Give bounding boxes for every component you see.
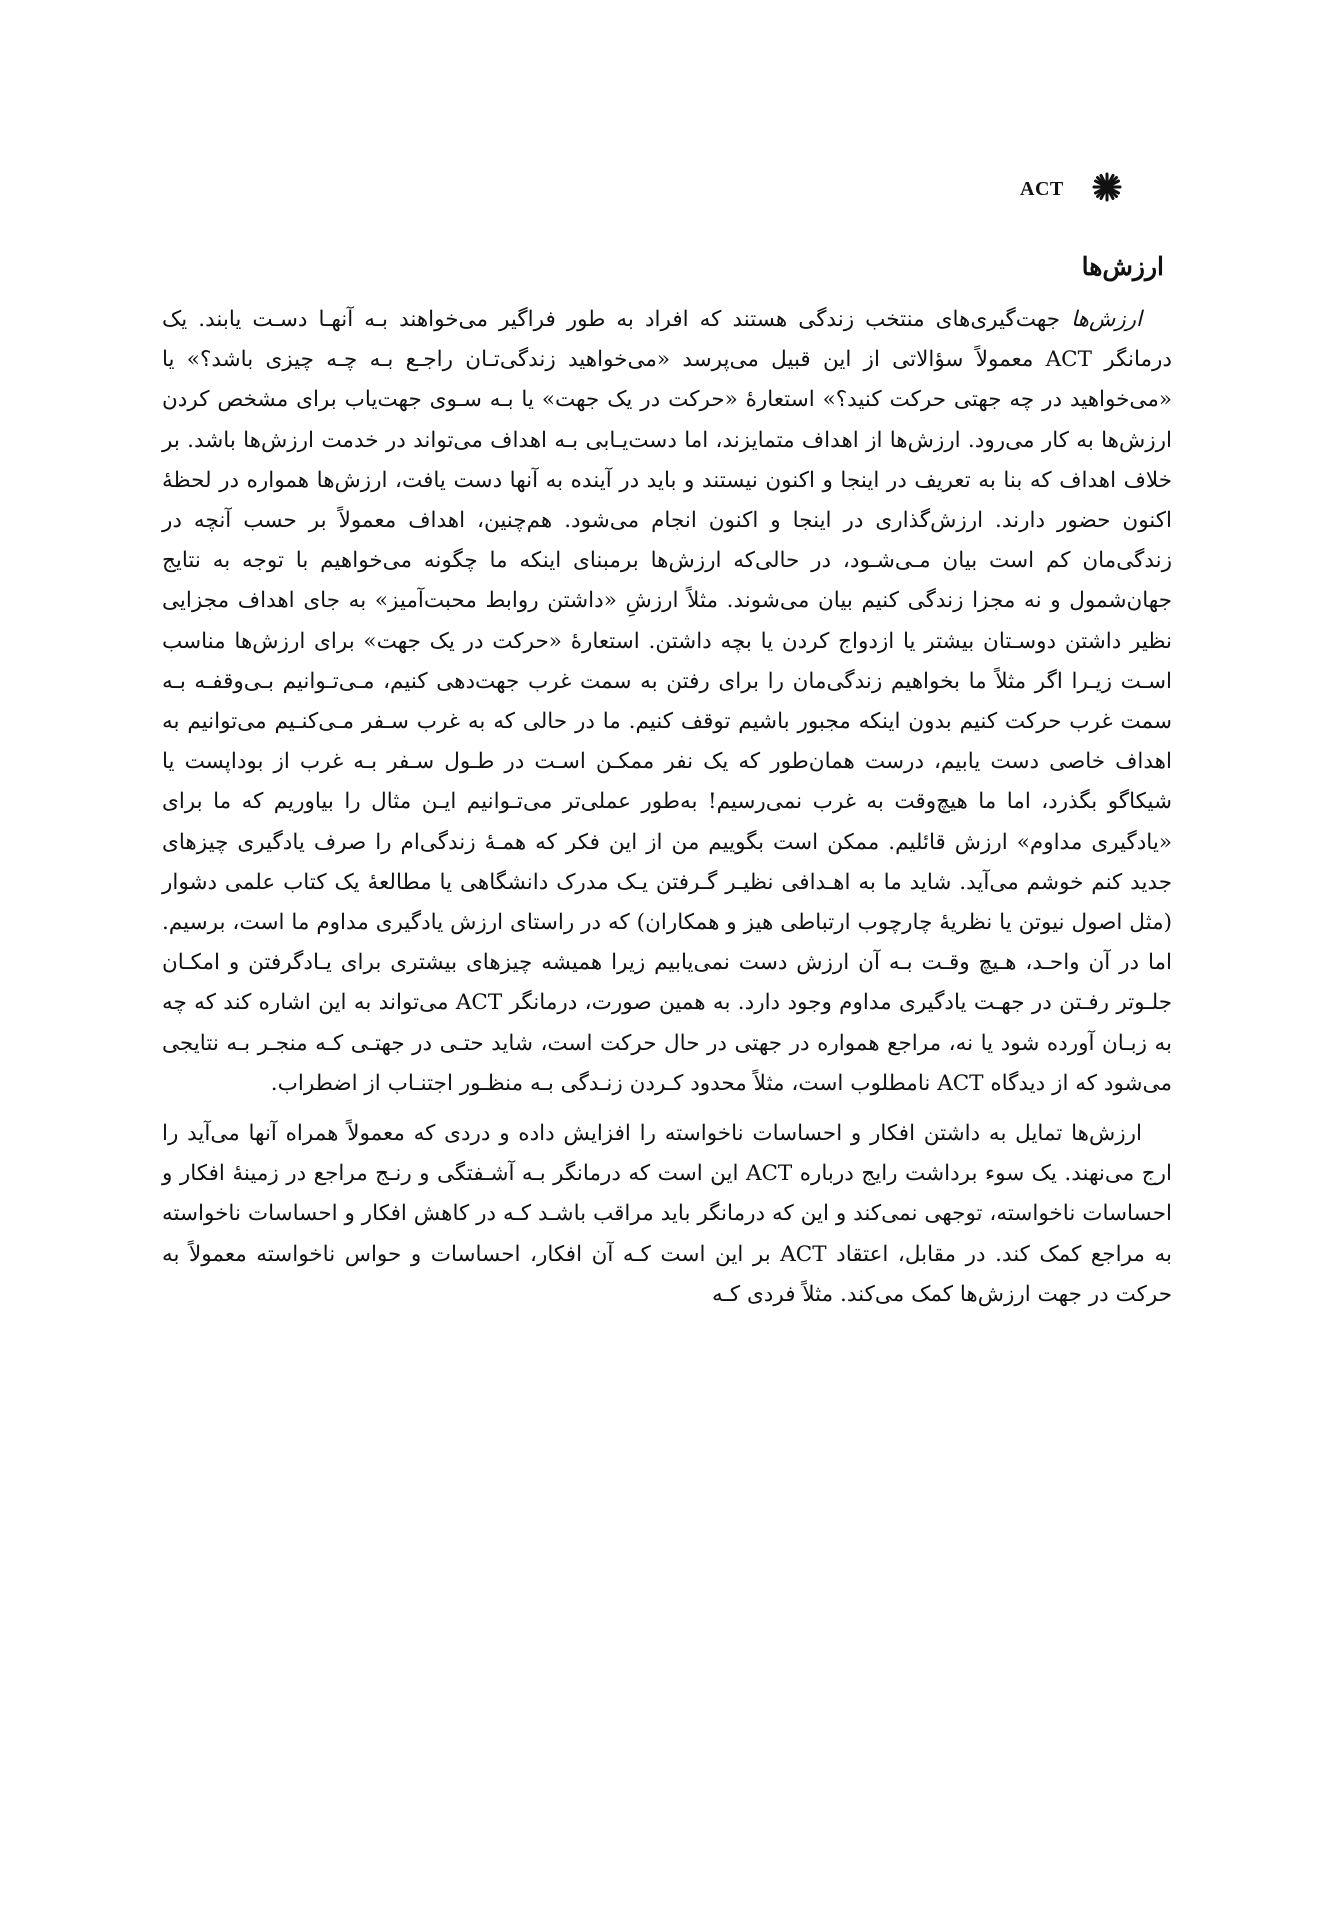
body-text [162, 300, 1172, 1315]
asterisk-star-icon [1092, 172, 1122, 207]
paragraph-1 [162, 300, 1172, 1104]
running-header [1020, 172, 1122, 207]
running-title: ACT [1020, 178, 1064, 200]
paragraph-text: ارزش‌ها تمایل به داشتن افکار و احساسات ناخواسته را افزایش داده و دردی که معمولاً همراه آنها می‌آید را ارج می‌نهند. یک سوء برداشت رایج درباره ACT این است که درمانگر بـه آشـفتگی و رنـج مراجع در زمینهٔ افکار و احساسات ناخواسته، توجهی نمی‌کند و این که درمانگر باید مراقب باشـد کـه در کاهش افکار و احساسات ناخواسته به مراجع کمک کند. در مقابل، اعتقاد ACT بر این است کـه آن افکار، احساسات و حواس ناخواسته معمولاً به حرکت در جهت ارزش‌ها کمک می‌کند. مثلاً فردی کـه [162, 1121, 1172, 1307]
section-title: ارزش‌ها [1081, 252, 1164, 281]
paragraph-2 [162, 1114, 1172, 1315]
paragraph-text: جهت‌گیری‌های منتخب زندگی هستند که افراد به طور فراگیر می‌خواهند بـه آنهـا دسـت یابند. یک درمانگر ACT معمولاً سؤالاتی از این قبیل می‌پرسد «می‌خواهید زندگی‌تـان راجـع بـه چـه چیزی باشد؟» یا «می‌خواهید در چه جهتی حرکت کنید؟» استعارهٔ «حرکت در یک جهت» یا بـه سـوی جهت‌یاب برای مشخص کردن ارزش‌ها به کار می‌رود. ارزش‌ها از اهداف متمایزند، اما دست‌یـابی بـه اهداف می‌تواند در خدمت ارزش‌ها باشد. بر خلاف اهداف که بنا به تعریف در اینجا و اکنون نیستند و باید در آینده به آنها دست یافت، ارزش‌ها همواره در لحظهٔ اکنون حضور دارند. ارزش‌گذاری در اینجا و اکنون انجام می‌شود. هم‌چنین، اهداف معمولاً بر حسب آنچه در زندگی‌مان کم است بیان مـی‌شـود، در حالی‌که ارزش‌ها برمبنای اینکه ما چگونه می‌خواهیم با توجه به نتایج جهان‌شمول و نه مجزا زندگی کنیم بیان می‌شوند. مثلاً ارزشِ «داشتن روابط محبت‌آمیز» به جای اهداف مجزایی نظیر داشتن دوسـتان بیشتر یا ازدواج کردن یا بچه داشتن. استعارهٔ «حرکت در یک جهت» برای ارزش‌ها مناسب اسـت زیـرا اگر مثلاً ما بخواهیم زندگی‌مان را برای رفتن به سمت غرب جهت‌دهی کنیم، مـی‌تـوانیم بـی‌وقفـه بـه سمت غرب حرکت کنیم بدون اینکه مجبور باشیم توقف کنیم. ما در حالی که به غرب سـفر مـی‌کنـیم می‌توانیم به اهداف خاصی دست یابیم، درست همان‌طور که یک نفر ممکـن اسـت در طـول سـفر بـه غرب از بوداپست یا شیکاگو بگذرد، اما ما هیچ‌وقت به غرب نمی‌رسیم! به‌طور عملی‌تر می‌تـوانیم ایـن مثال را بیاوریم که ما برای «یادگیری مداوم» ارزش قائلیم. ممکن است بگوییم من از این فکر که همـهٔ زندگی‌ام را صرف یادگیری چیزهای جدید کنم خوشم می‌آید. شاید ما به اهـدافی نظیـر گـرفتن یـک مدرک دانشگاهی یا مطالعهٔ یک کتاب علمی دشوار (مثل اصول نیوتن یا نظریهٔ چارچوب ارتباطی هیز و همکاران) که در راستای ارزش یادگیری مداوم ما است، برسیم. اما در آن واحـد، هـیچ وقـت بـه آن ارزش دست نمی‌یابیم زیرا همیشه چیزهای بیشتری برای یـادگرفتن و امکـان جلـوتر رفـتن در جهـت یادگیری مداوم وجود دارد. به همین صورت، درمانگر ACT می‌تواند به این اشاره کند که چه به زبـان آورده شود یا نه، مراجع همواره در جهتی در حال حرکت است، شاید حتـی در جهتـی کـه منجـر بـه نتایجی می‌شود که از دیدگاه ACT نامطلوب است، مثلاً محدود کـردن زنـدگی بـه منظـور اجتنـاب از اضطراب. [162, 307, 1172, 1096]
emphasized-term: ارزش‌ها [1071, 307, 1142, 332]
